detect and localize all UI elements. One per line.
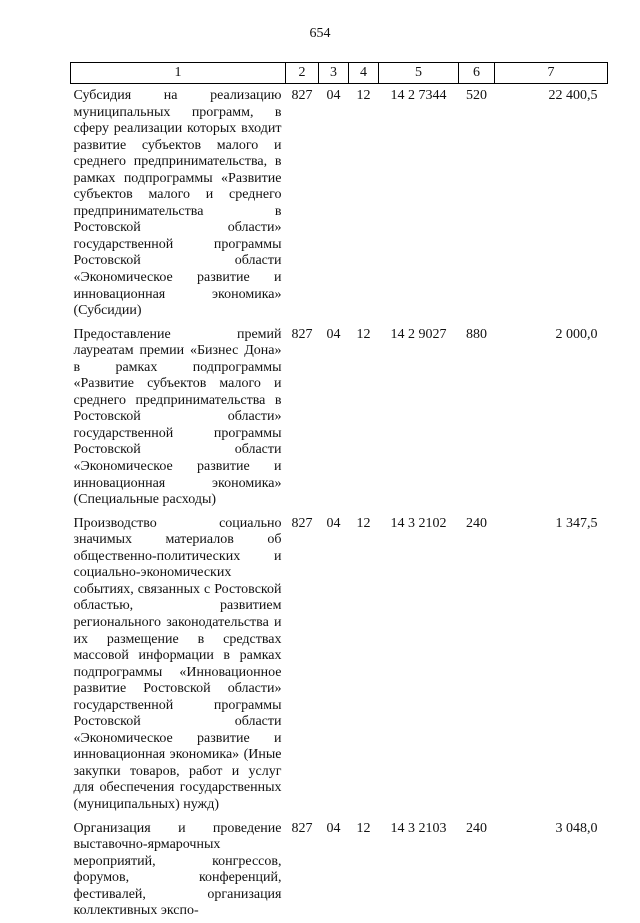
header-col-3: 3 xyxy=(319,63,349,84)
header-col-5: 5 xyxy=(379,63,459,84)
header-col-6: 6 xyxy=(459,63,495,84)
row-ministry-code: 827 xyxy=(291,326,313,342)
budget-table xyxy=(70,62,608,923)
header-col-7: 7 xyxy=(495,63,608,84)
row-expense-type: 240 xyxy=(466,515,487,531)
row-subsection-code: 12 xyxy=(356,326,371,342)
header-col-1: 1 xyxy=(71,63,286,84)
row-section-code: 04 xyxy=(326,326,341,342)
table-header xyxy=(71,63,608,84)
header-col-2: 2 xyxy=(286,63,319,84)
row-amount: 3 048,0 xyxy=(555,820,598,836)
row-description: Предоставление премий лауреатам премии «Бизнес Дона» в рамках подпрограммы «Развитие субъектов малого и среднего предпринимательства в Ростовской области» государственной программы Ростовской области «Экономическое развитие и инновационная экономика» (Специальные расходы) xyxy=(73,326,282,508)
row-section-code: 04 xyxy=(326,820,341,836)
row-subsection-code: 12 xyxy=(356,515,371,531)
row-expense-type: 880 xyxy=(466,326,487,342)
row-description: Субсидия на реализацию муниципальных программ, в сферу реализации которых входит развитие субъектов малого и среднего предпринимательства, в рамках подпрограммы «Развитие субъектов малого и среднего предпринимательства в Ростовской области» государственной программы Ростовской области «Экономическое развитие и инновационная экономика» (Субсидии) xyxy=(73,88,282,319)
row-subsection-code: 12 xyxy=(356,88,371,103)
row-amount: 22 400,5 xyxy=(548,88,598,103)
row-section-code: 04 xyxy=(326,88,341,103)
table-row xyxy=(71,817,608,923)
row-amount: 1 347,5 xyxy=(555,515,598,531)
row-ministry-code: 827 xyxy=(291,515,313,531)
row-expense-type: 520 xyxy=(466,88,487,103)
row-target-code: 14 2 7344 xyxy=(390,88,447,103)
table-row xyxy=(71,323,608,512)
row-section-code: 04 xyxy=(326,515,341,531)
row-target-code: 14 2 9027 xyxy=(390,326,447,342)
row-subsection-code: 12 xyxy=(356,820,371,836)
row-amount: 2 000,0 xyxy=(555,326,598,342)
row-target-code: 14 3 2103 xyxy=(390,820,447,836)
row-description: Организация и проведение выставочно-ярмарочных мероприятий, конгрессов, форумов, конференций, фестивалей, организация коллективных экспо- xyxy=(73,820,282,919)
table-row xyxy=(71,512,608,817)
page-number: 654 xyxy=(309,26,331,41)
row-ministry-code: 827 xyxy=(291,820,313,836)
row-target-code: 14 3 2102 xyxy=(390,515,447,531)
row-description: Производство социально значимых материалов об общественно-политических и социально-экономических событиях, связанных с Ростовской областью, развитием регионального законодательства и их размещение в средствах массовой информации в рамках подпрограммы «Инновационное развитие Ростовской области» государственной программы Ростовской области «Экономическое развитие и инновационная экономика» (Иные закупки товаров, работ и услуг для обеспечения государственных (муниципальных) нужд) xyxy=(73,515,282,812)
header-col-4: 4 xyxy=(349,63,379,84)
row-ministry-code: 827 xyxy=(291,88,313,103)
row-expense-type: 240 xyxy=(466,820,487,836)
table-row xyxy=(71,84,608,323)
